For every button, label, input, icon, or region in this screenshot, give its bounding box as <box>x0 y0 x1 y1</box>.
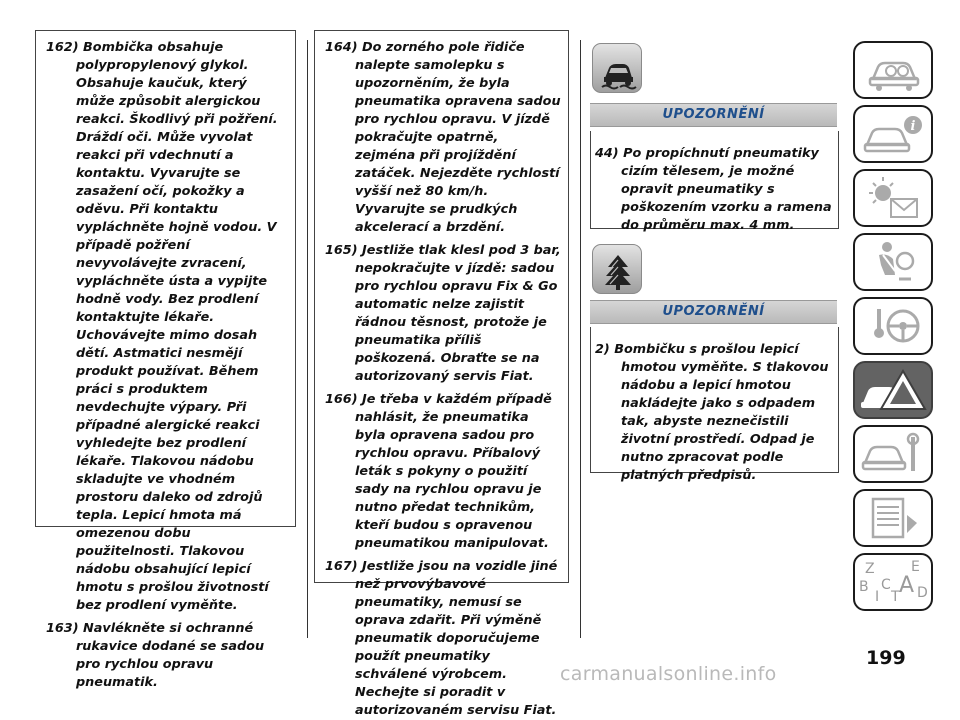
warning-notes-left <box>35 30 296 690</box>
note-162 <box>46 39 289 615</box>
nav-tab-info[interactable] <box>853 105 933 163</box>
warning-heading: UPOZORNĚNÍ <box>590 300 837 324</box>
note-text: Jestliže tlak klesl pod 3 bar, nepokračujte v jízdě: sadou pro rychlou opravu Fix & Go automatic nelze zajistit řádnou těsnost, protože je pneumatika příliš poškozená. Obraťte se na autorizovaný servis Fiat. <box>355 243 561 384</box>
watermark: carmanualsonline.info <box>560 663 777 685</box>
seatbelt-airbag-icon <box>855 235 931 289</box>
column-divider <box>580 40 581 638</box>
note-164 <box>325 39 562 237</box>
technical-data-list-icon <box>855 491 931 545</box>
skidding-car-warning-icon <box>592 43 642 93</box>
nav-tab-starting[interactable] <box>853 297 933 355</box>
svg-text:i: i <box>910 119 916 134</box>
nav-tab-index[interactable] <box>853 553 933 611</box>
note-text: Navlékněte si ochranné rukavice dodané se sadou pro rychlou opravu pneumatik. <box>76 621 265 690</box>
column-divider <box>307 40 308 638</box>
warning-notes-middle <box>314 30 569 718</box>
nav-tab-safety[interactable] <box>853 233 933 291</box>
note-number: 167) <box>325 559 358 574</box>
lights-message-icon <box>855 171 931 225</box>
warning-box-2 <box>590 327 839 483</box>
note-number: 164) <box>325 40 358 55</box>
emergency-triangle-icon <box>855 363 931 417</box>
index-letter: B <box>859 579 869 595</box>
car-service-wrench-icon <box>855 427 931 481</box>
page-number: 199 <box>866 647 906 669</box>
steering-key-icon <box>855 299 931 353</box>
nav-tab-maintenance[interactable] <box>853 425 933 483</box>
nav-tab-dashboard[interactable] <box>853 41 933 99</box>
nav-tab-emergency[interactable] <box>853 361 933 419</box>
index-letter: D <box>917 585 928 601</box>
index-letter: C <box>881 577 891 593</box>
note-text: Jestliže jsou na vozidle jiné než prvovýbavové pneumatiky, nemusí se oprava zdařit. Při výměně pneumatik doporučujeme použít pneumatiky schválené výrobcem. Nechejte si poradit v autorizovaném servisu Fiat. <box>355 559 558 718</box>
warning-item <box>595 341 832 485</box>
note-text: Do zorného pole řidiče nalepte samolepku s upozorněním, že byla pneumatika opravena sadou pro rychlou opravu. V jízdě pokračujte opatrně, zejména při projíždění zatáček. Nejezděte rychlostí vyšší než 80 km/h. Vyvarujte se prudkých akcelerací a brzdění. <box>355 40 561 235</box>
note-number: 162) <box>46 40 79 55</box>
index-letter: I <box>875 589 880 605</box>
nav-tab-technical-data[interactable] <box>853 489 933 547</box>
index-letter: T <box>891 589 900 605</box>
car-dashboard-icon <box>855 43 931 97</box>
note-text: Je třeba v každém případě nahlásit, že pneumatika byla opravena sadou pro rychlou opravu. Příbalový leták s pokyny o použití sady na rychlou opravu je nutno předat technikům, kteří budou s opravenou pneumatikou manipulovat. <box>355 392 552 551</box>
warning-item <box>595 145 832 235</box>
note-167 <box>325 558 562 720</box>
note-163 <box>46 620 289 692</box>
note-text: Bombička obsahuje polypropylenový glykol. Obsahuje kaučuk, který může způsobit alergickou reakci. Škodlivý při požření. Dráždí oči. Může vyvolat reakci při vdechnutí a kontaktu. Vyvarujte se zasažení očí, pokožky a oděvu. Při kontaktu vypláchněte hojně vodou. V případě požření nevyvolávejte zvracení, vypláchněte ústa a vypijte hodně vody. Bez prodlení kontaktujte lékaře. Uchovávejte mimo dosah dětí. Astmatici nesmějí produkt používat. Během práci s produktem nevdechujte výpary. Při případné alergické reakci vyhledejte bez prodlení lékaře. Tlakovou nádobu skladujte ve vhodném prostoru daleko od zdrojů tepla. Lepicí hmota má omezenou dobu použitelnosti. Tlakovou nádobu obsahující lepicí hmotu s prošlou životností bez prodlení vyměňte. <box>76 40 278 613</box>
note-number: 166) <box>325 392 358 407</box>
car-info-icon <box>855 107 931 161</box>
note-166 <box>325 391 562 553</box>
warning-text: Bombičku s prošlou lepicí hmotou vyměňte. S tlakovou nádobu a lepicí hmotou nakládejte jako s odpadem tak, abyste neznečistili životní prostředí. Odpad je nutno zpracovat podle platných předpisů. <box>614 342 829 483</box>
index-letter: E <box>911 559 920 575</box>
tree-environment-icon <box>592 244 642 294</box>
note-number: 163) <box>46 621 79 636</box>
note-165 <box>325 242 562 386</box>
warning-box-44 <box>590 131 839 233</box>
warning-text: Po propíchnutí pneumatiky cizím tělesem, je možné opravit pneumatiky s poškozením vzorku a ramena do průměru max. 4 mm. <box>621 146 832 233</box>
index-letter: A <box>899 573 915 598</box>
warning-number: 2) <box>595 342 610 357</box>
nav-tab-lights[interactable] <box>853 169 933 227</box>
warning-number: 44) <box>595 146 619 161</box>
index-letter: Z <box>865 561 875 577</box>
note-number: 165) <box>325 243 358 258</box>
warning-heading: UPOZORNĚNÍ <box>590 103 837 127</box>
